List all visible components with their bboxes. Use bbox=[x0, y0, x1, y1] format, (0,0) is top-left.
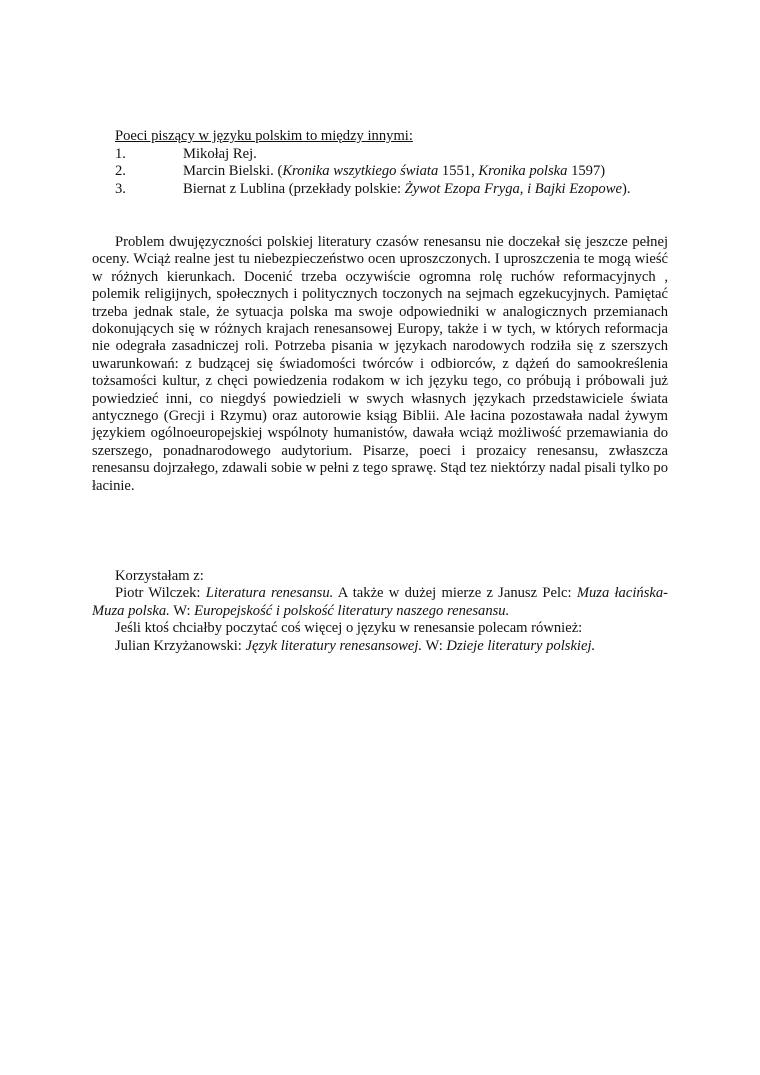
sources-section bbox=[92, 568, 668, 655]
list-number: 1. bbox=[115, 146, 126, 162]
poets-list bbox=[115, 146, 675, 198]
list-item bbox=[115, 181, 675, 198]
list-item bbox=[115, 146, 675, 163]
source-entry: Julian Krzyżanowski: Język literatury renesansowej. W: Dzieje literatury polskiej. bbox=[115, 637, 596, 654]
source-entry: Piotr Wilczek: Literatura renesansu. A także w dużej mierze z Janusz Pelc: Muza łacińska-Muza polska. W: Europejskość i polskość literatury naszego renesansu. bbox=[92, 585, 669, 619]
list-item-text: Biernat z Lublina (przekłady polskie: Żywot Ezopa Fryga, i Bajki Ezopowe). bbox=[183, 180, 631, 197]
list-number: 3. bbox=[115, 180, 126, 197]
list-item bbox=[115, 163, 675, 180]
list-item-text: Marcin Bielski. (Kronika wszytkiego świata 1551, Kronika polska 1597) bbox=[183, 163, 606, 180]
list-heading: Poeci piszący w języku polskim to między innymi: bbox=[115, 128, 413, 144]
list-item-text: Mikołaj Rej. bbox=[183, 146, 257, 162]
list-number: 2. bbox=[115, 163, 126, 180]
sources-intro: Korzystałam z: bbox=[115, 568, 204, 584]
recommendation-intro: Jeśli ktoś chciałby poczytać coś więcej o języku w renesansie polecam również: bbox=[115, 620, 583, 637]
body-paragraph: Problem dwujęzyczności polskiej literatury czasów renesansu nie doczekał się jeszcze pełnej oceny. Wciąż realne jest tu niebezpieczeństwo ocen uproszczonych. I uproszczenia te mogą wieść w różnych kierunkach. Docenić trzeba oczywiście ogromna rolę ruchów reformacyjnych , polemik religijnych, społecznych i politycznych toczonych na sejmach egzekucyjnych. Pamiętać trzeba jednak stale, że sytuacja polska ma swoje odpowiedniki w analogicznych przemianach dokonujących się w różnych krajach renesansowej Europy, także i w tych, w których reformacja nie odegrała zasadniczej roli. Potrzeba pisania w językach narodowych rodziła się z szerszych uwarunkowań: z budzącej się świadomości twórców i odbiorców, z dążeń do samookreślenia tożsamości kultur, z chęci powiedzenia rodakom w ich języku tego, co próbują i próbowali już powiedzieć inni, co niegdyś powiedzieli w swych własnych językach przedstawiciele świata antycznego (Grecji i Rzymu) oraz autorowie ksiąg Biblii. Ale łacina pozostawała nadal żywym językiem ogólnoeuropejskiej wspólnoty humanistów, dawała wciąż możliwość przemawiania do szerszego, ponadnarodowego audytorium. Pisarze, poeci i prozaicy renesansu, zwłaszcza renesansu dojrzałego, zdawali sobie w pełni z tego sprawę. Stąd tez niektórzy nadal pisali tylko po łacinie. bbox=[92, 234, 668, 494]
